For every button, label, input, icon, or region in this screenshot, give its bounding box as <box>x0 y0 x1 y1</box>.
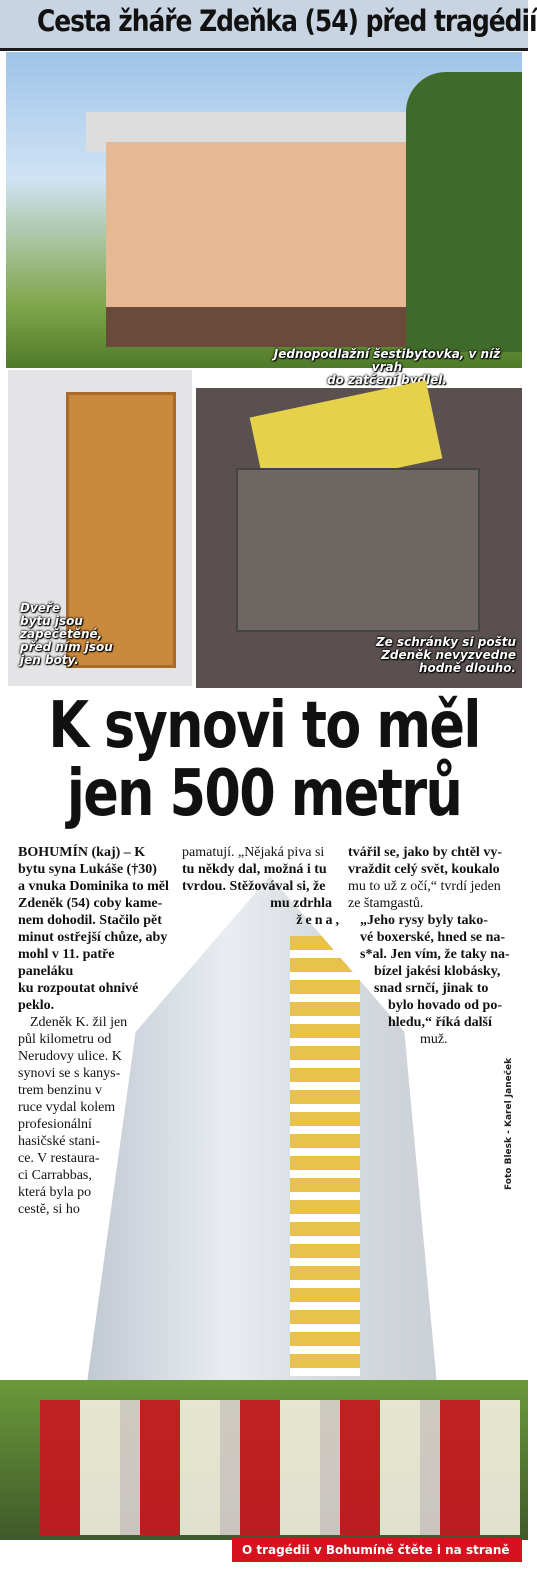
article-line: synovi se s kanys- <box>18 1066 121 1081</box>
headline-bar <box>0 0 537 51</box>
article-line: Nerudovy ulice. K <box>18 1049 122 1064</box>
main-headline-line-2: jen 500 metrů <box>66 757 462 831</box>
article-line: tvrdou. Stěžovával si, že <box>182 879 326 894</box>
house-base <box>106 307 406 347</box>
article-line: která byla po <box>18 1185 92 1200</box>
house-caption-line: do zatčení bydlel. <box>327 373 447 387</box>
house-caption-line: Jednopodlažní šestibytovka, v níž vrah <box>273 347 501 374</box>
door-caption-line: jen boty. <box>20 653 79 667</box>
article-line: hledu,“ říká další <box>388 1015 492 1030</box>
article-column-2 <box>182 844 342 929</box>
article-line: hasičské stani- <box>18 1134 101 1149</box>
article-line: mohl v 11. patře paneláku <box>18 947 115 979</box>
mailbox-caption <box>356 636 516 675</box>
article-line: vé boxerské, hned se na- <box>360 930 506 945</box>
photo-credit: Foto Blesk - Karel Janeček <box>504 1057 514 1190</box>
door-photo <box>6 368 194 688</box>
article-line: BOHUMÍN (kaj) – K <box>18 845 146 860</box>
article-line: bízel jakési klobásky, <box>374 964 501 979</box>
mailbox <box>236 468 480 632</box>
article-line: pamatují. „Nějaká piva si <box>182 845 325 860</box>
house-photo <box>6 52 522 387</box>
mailbox-caption-line: hodně dlouho. <box>418 661 516 675</box>
article-line: minut ostřejší chůze, aby <box>18 930 168 945</box>
article-line: s*al. Jen vím, že taky na- <box>360 947 510 962</box>
door-caption-line: před ním jsou <box>20 640 113 654</box>
article-line: tvářil se, jako by chtěl vy- <box>348 845 502 860</box>
article-line: a vnuka Dominika to měl <box>18 879 169 894</box>
article-line: ruce vydal kolem <box>18 1100 116 1115</box>
article-line: ze štamgastů. <box>348 896 424 911</box>
page-headline: Cesta žháře Zdeňka (54) před tragédií <box>36 4 537 38</box>
article-line: profesionální <box>18 1117 92 1132</box>
article-line: muž. <box>420 1032 448 1047</box>
main-headline-line-1: K synovi to měl <box>48 689 480 763</box>
cross-reference-text: O tragédii v Bohumíně čtěte i na straně 4 <box>242 1543 510 1581</box>
mailbox-photo <box>196 388 522 688</box>
article-line: tu někdy dal, možná i tu <box>182 862 327 877</box>
mailbox-caption-line: Ze schránky si poštu <box>375 635 516 649</box>
article-line: bylo hovado od po- <box>388 998 502 1013</box>
article-line: Zdeněk K. žil jen <box>30 1015 128 1030</box>
article-line: mu zdrhla <box>270 896 332 911</box>
article-line: ku rozpoutat ohnivé <box>18 981 139 996</box>
door-caption-line: zapečetěné, <box>20 627 103 641</box>
cross-reference-link[interactable] <box>232 1538 522 1581</box>
door-caption-line: bytu jsou <box>20 614 83 628</box>
mailbox-caption-line: Zdeněk nevyzvedne <box>381 648 516 662</box>
article-line: žena, <box>296 913 342 928</box>
article-line: bytu syna Lukáše (†30) <box>18 862 157 877</box>
article-line: peklo. <box>18 998 55 1013</box>
article-line: ce. V restaura- <box>18 1151 100 1166</box>
article-line: vraždit celý svět, koukalo <box>348 862 500 877</box>
house-caption <box>262 348 512 387</box>
article-line: půl kilometru od <box>18 1032 112 1047</box>
door-caption <box>20 602 130 667</box>
article-line: „Jeho rysy byly tako- <box>360 913 488 928</box>
door-caption-line: Dveře <box>20 601 60 615</box>
article-column-3 <box>348 844 512 1048</box>
article-line: snad srnčí, jinak to <box>374 981 489 996</box>
article-line: cestě, si ho <box>18 1202 80 1217</box>
article-line: ci Carrabbas, <box>18 1168 92 1183</box>
article-line: nem dohodil. Stačilo pět <box>18 913 162 928</box>
article-line: Zdeněk (54) coby kame- <box>18 896 163 911</box>
arrow-right-icon <box>256 1568 268 1582</box>
article-line: trem benzinu v <box>18 1083 102 1098</box>
house-trees <box>406 72 522 352</box>
article-column-1 <box>18 844 172 1218</box>
article-line: mu to už z očí,“ tvrdí jeden <box>348 879 501 894</box>
memorial-candles <box>40 1400 520 1535</box>
